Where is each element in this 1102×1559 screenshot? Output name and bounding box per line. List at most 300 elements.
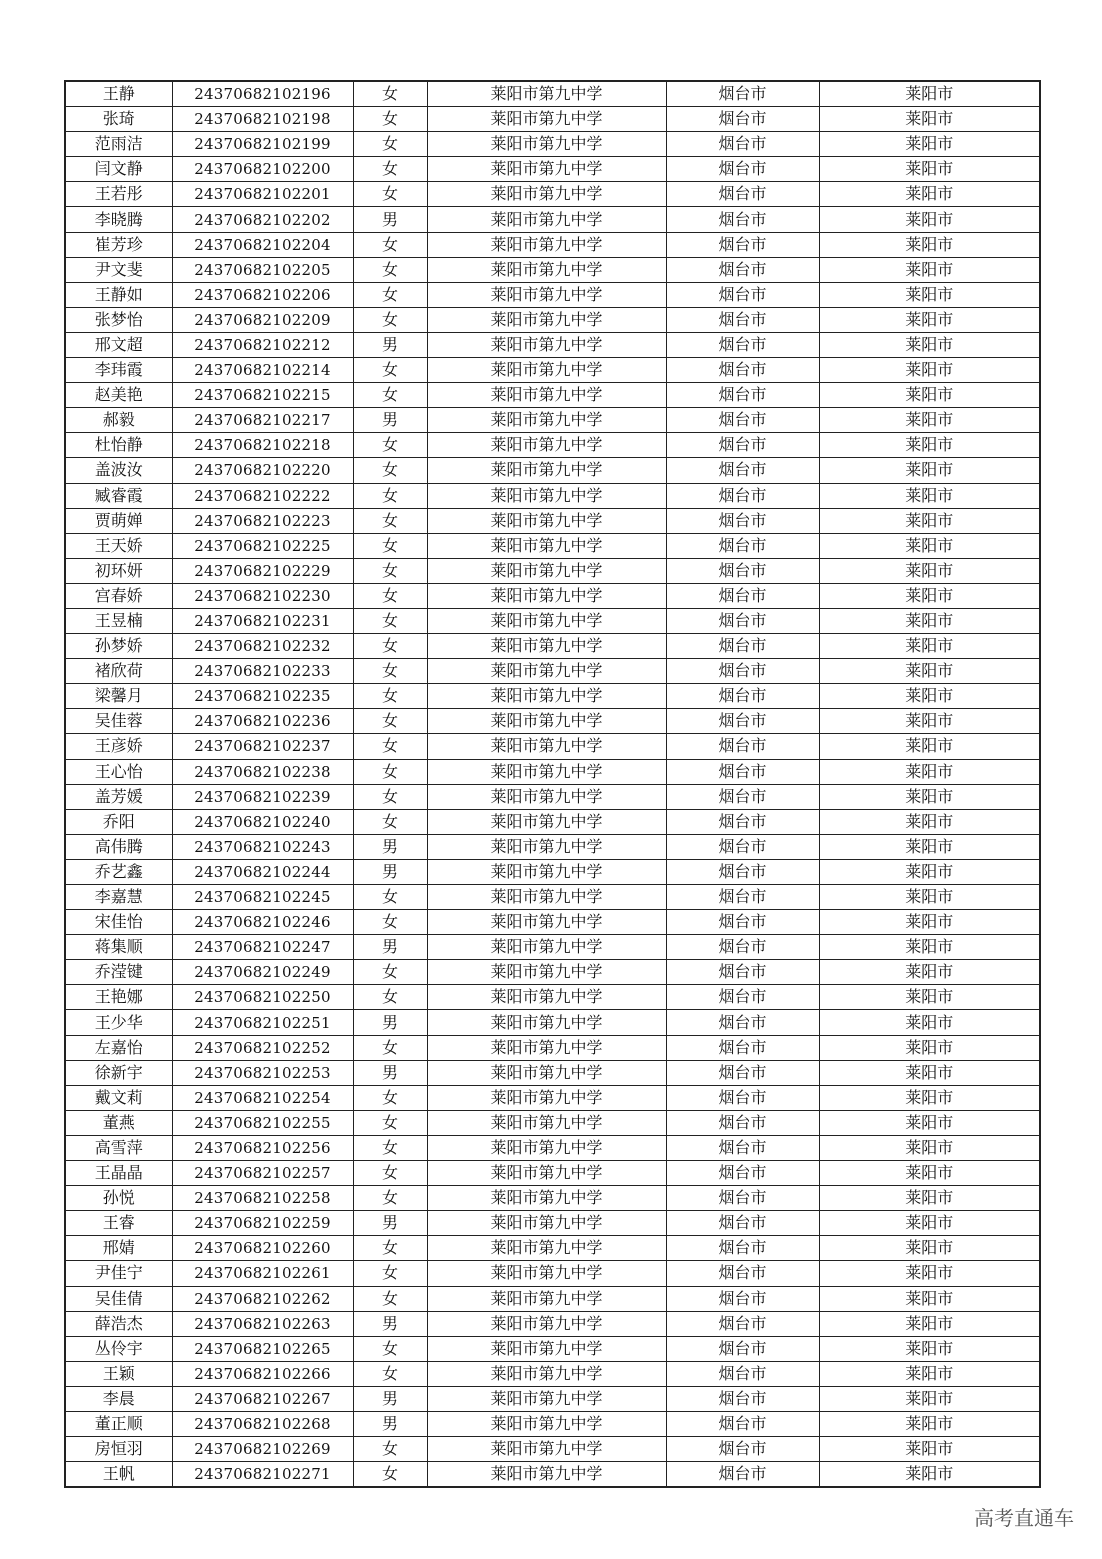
- id-cell: 24370682102218: [172, 433, 353, 458]
- name-cell: 丛伶宇: [65, 1336, 172, 1361]
- table-row: [65, 358, 1040, 383]
- city-cell: 烟台市: [666, 1286, 819, 1311]
- gender-cell: 女: [353, 1361, 427, 1386]
- name-cell: 乔滢键: [65, 960, 172, 985]
- table-row: [65, 960, 1040, 985]
- school-cell: 莱阳市第九中学: [427, 1236, 666, 1261]
- city-cell: 烟台市: [666, 1035, 819, 1060]
- table-row: [65, 157, 1040, 182]
- table-row: [65, 1161, 1040, 1186]
- county-cell: 莱阳市: [819, 709, 1040, 734]
- city-cell: 烟台市: [666, 182, 819, 207]
- school-cell: 莱阳市第九中学: [427, 1286, 666, 1311]
- id-cell: 24370682102220: [172, 458, 353, 483]
- city-cell: 烟台市: [666, 533, 819, 558]
- county-cell: 莱阳市: [819, 1211, 1040, 1236]
- school-cell: 莱阳市第九中学: [427, 1060, 666, 1085]
- table-row: [65, 1085, 1040, 1110]
- gender-cell: 女: [353, 634, 427, 659]
- gender-cell: 女: [353, 809, 427, 834]
- school-cell: 莱阳市第九中学: [427, 1010, 666, 1035]
- city-cell: 烟台市: [666, 332, 819, 357]
- name-cell: 薛浩杰: [65, 1311, 172, 1336]
- id-cell: 24370682102245: [172, 885, 353, 910]
- name-cell: 邢文超: [65, 332, 172, 357]
- id-cell: 24370682102200: [172, 157, 353, 182]
- student-roster-table: [64, 80, 1041, 1488]
- name-cell: 褚欣荷: [65, 659, 172, 684]
- id-cell: 24370682102196: [172, 81, 353, 107]
- school-cell: 莱阳市第九中学: [427, 182, 666, 207]
- name-cell: 宫春娇: [65, 583, 172, 608]
- city-cell: 烟台市: [666, 483, 819, 508]
- table-row: [65, 608, 1040, 633]
- county-cell: 莱阳市: [819, 1010, 1040, 1035]
- gender-cell: 女: [353, 583, 427, 608]
- gender-cell: 女: [353, 1110, 427, 1135]
- county-cell: 莱阳市: [819, 1085, 1040, 1110]
- name-cell: 房恒羽: [65, 1437, 172, 1462]
- name-cell: 王帆: [65, 1462, 172, 1488]
- id-cell: 24370682102217: [172, 408, 353, 433]
- table-row: [65, 634, 1040, 659]
- county-cell: 莱阳市: [819, 1110, 1040, 1135]
- city-cell: 烟台市: [666, 1186, 819, 1211]
- county-cell: 莱阳市: [819, 207, 1040, 232]
- table-row: [65, 1060, 1040, 1085]
- table-row: [65, 508, 1040, 533]
- gender-cell: 女: [353, 508, 427, 533]
- school-cell: 莱阳市第九中学: [427, 608, 666, 633]
- name-cell: 赵美艳: [65, 383, 172, 408]
- gender-cell: 男: [353, 1311, 427, 1336]
- gender-cell: 男: [353, 1060, 427, 1085]
- gender-cell: 女: [353, 885, 427, 910]
- gender-cell: 女: [353, 1186, 427, 1211]
- id-cell: 24370682102252: [172, 1035, 353, 1060]
- school-cell: 莱阳市第九中学: [427, 709, 666, 734]
- id-cell: 24370682102238: [172, 759, 353, 784]
- city-cell: 烟台市: [666, 107, 819, 132]
- city-cell: 烟台市: [666, 859, 819, 884]
- school-cell: 莱阳市第九中学: [427, 1437, 666, 1462]
- name-cell: 董燕: [65, 1110, 172, 1135]
- city-cell: 烟台市: [666, 257, 819, 282]
- school-cell: 莱阳市第九中学: [427, 408, 666, 433]
- county-cell: 莱阳市: [819, 157, 1040, 182]
- city-cell: 烟台市: [666, 1085, 819, 1110]
- city-cell: 烟台市: [666, 508, 819, 533]
- gender-cell: 女: [353, 1035, 427, 1060]
- county-cell: 莱阳市: [819, 985, 1040, 1010]
- table-row: [65, 408, 1040, 433]
- county-cell: 莱阳市: [819, 1336, 1040, 1361]
- gender-cell: 女: [353, 1085, 427, 1110]
- school-cell: 莱阳市第九中学: [427, 583, 666, 608]
- county-cell: 莱阳市: [819, 759, 1040, 784]
- school-cell: 莱阳市第九中学: [427, 1386, 666, 1411]
- name-cell: 左嘉怡: [65, 1035, 172, 1060]
- city-cell: 烟台市: [666, 433, 819, 458]
- gender-cell: 男: [353, 1010, 427, 1035]
- id-cell: 24370682102246: [172, 910, 353, 935]
- gender-cell: 女: [353, 608, 427, 633]
- county-cell: 莱阳市: [819, 1311, 1040, 1336]
- gender-cell: 女: [353, 1462, 427, 1488]
- city-cell: 烟台市: [666, 1462, 819, 1488]
- gender-cell: 女: [353, 232, 427, 257]
- table-row: [65, 433, 1040, 458]
- city-cell: 烟台市: [666, 207, 819, 232]
- id-cell: 24370682102258: [172, 1186, 353, 1211]
- county-cell: 莱阳市: [819, 859, 1040, 884]
- id-cell: 24370682102257: [172, 1161, 353, 1186]
- county-cell: 莱阳市: [819, 1386, 1040, 1411]
- id-cell: 24370682102267: [172, 1386, 353, 1411]
- school-cell: 莱阳市第九中学: [427, 859, 666, 884]
- id-cell: 24370682102225: [172, 533, 353, 558]
- table-row: [65, 583, 1040, 608]
- school-cell: 莱阳市第九中学: [427, 1411, 666, 1436]
- county-cell: 莱阳市: [819, 1261, 1040, 1286]
- city-cell: 烟台市: [666, 157, 819, 182]
- id-cell: 24370682102268: [172, 1411, 353, 1436]
- school-cell: 莱阳市第九中学: [427, 1135, 666, 1160]
- school-cell: 莱阳市第九中学: [427, 483, 666, 508]
- table-row: [65, 533, 1040, 558]
- gender-cell: 女: [353, 1161, 427, 1186]
- city-cell: 烟台市: [666, 81, 819, 107]
- city-cell: 烟台市: [666, 1386, 819, 1411]
- table-row: [65, 1386, 1040, 1411]
- city-cell: 烟台市: [666, 1311, 819, 1336]
- gender-cell: 女: [353, 709, 427, 734]
- id-cell: 24370682102232: [172, 634, 353, 659]
- school-cell: 莱阳市第九中学: [427, 1186, 666, 1211]
- id-cell: 24370682102229: [172, 558, 353, 583]
- name-cell: 盖波汝: [65, 458, 172, 483]
- name-cell: 闫文静: [65, 157, 172, 182]
- name-cell: 范雨洁: [65, 132, 172, 157]
- gender-cell: 女: [353, 684, 427, 709]
- name-cell: 邢婧: [65, 1236, 172, 1261]
- name-cell: 王少华: [65, 1010, 172, 1035]
- county-cell: 莱阳市: [819, 132, 1040, 157]
- table-row: [65, 207, 1040, 232]
- table-row: [65, 985, 1040, 1010]
- name-cell: 王昱楠: [65, 608, 172, 633]
- gender-cell: 男: [353, 1386, 427, 1411]
- county-cell: 莱阳市: [819, 834, 1040, 859]
- city-cell: 烟台市: [666, 684, 819, 709]
- school-cell: 莱阳市第九中学: [427, 885, 666, 910]
- gender-cell: 女: [353, 282, 427, 307]
- table-row: [65, 132, 1040, 157]
- name-cell: 董正顺: [65, 1411, 172, 1436]
- gender-cell: 女: [353, 81, 427, 107]
- county-cell: 莱阳市: [819, 1437, 1040, 1462]
- id-cell: 24370682102214: [172, 358, 353, 383]
- roster-body: [65, 81, 1040, 1487]
- city-cell: 烟台市: [666, 1110, 819, 1135]
- id-cell: 24370682102209: [172, 307, 353, 332]
- name-cell: 王心怡: [65, 759, 172, 784]
- city-cell: 烟台市: [666, 985, 819, 1010]
- county-cell: 莱阳市: [819, 508, 1040, 533]
- id-cell: 24370682102206: [172, 282, 353, 307]
- name-cell: 李嘉慧: [65, 885, 172, 910]
- name-cell: 王静如: [65, 282, 172, 307]
- name-cell: 初环妍: [65, 558, 172, 583]
- county-cell: 莱阳市: [819, 1161, 1040, 1186]
- id-cell: 24370682102231: [172, 608, 353, 633]
- gender-cell: 女: [353, 107, 427, 132]
- name-cell: 吴佳蓉: [65, 709, 172, 734]
- name-cell: 李晓腾: [65, 207, 172, 232]
- table-row: [65, 809, 1040, 834]
- city-cell: 烟台市: [666, 759, 819, 784]
- table-row: [65, 383, 1040, 408]
- gender-cell: 女: [353, 1336, 427, 1361]
- city-cell: 烟台市: [666, 1211, 819, 1236]
- county-cell: 莱阳市: [819, 107, 1040, 132]
- county-cell: 莱阳市: [819, 307, 1040, 332]
- table-row: [65, 107, 1040, 132]
- gender-cell: 男: [353, 332, 427, 357]
- school-cell: 莱阳市第九中学: [427, 910, 666, 935]
- city-cell: 烟台市: [666, 1135, 819, 1160]
- id-cell: 24370682102266: [172, 1361, 353, 1386]
- gender-cell: 女: [353, 734, 427, 759]
- school-cell: 莱阳市第九中学: [427, 458, 666, 483]
- gender-cell: 男: [353, 408, 427, 433]
- city-cell: 烟台市: [666, 709, 819, 734]
- table-row: [65, 859, 1040, 884]
- table-row: [65, 1010, 1040, 1035]
- table-row: [65, 659, 1040, 684]
- school-cell: 莱阳市第九中学: [427, 1361, 666, 1386]
- table-row: [65, 182, 1040, 207]
- gender-cell: 女: [353, 759, 427, 784]
- city-cell: 烟台市: [666, 1437, 819, 1462]
- id-cell: 24370682102256: [172, 1135, 353, 1160]
- name-cell: 王天娇: [65, 533, 172, 558]
- table-row: [65, 759, 1040, 784]
- id-cell: 24370682102202: [172, 207, 353, 232]
- table-row: [65, 1286, 1040, 1311]
- name-cell: 王彦娇: [65, 734, 172, 759]
- school-cell: 莱阳市第九中学: [427, 282, 666, 307]
- county-cell: 莱阳市: [819, 332, 1040, 357]
- name-cell: 高伟腾: [65, 834, 172, 859]
- table-row: [65, 483, 1040, 508]
- id-cell: 24370682102251: [172, 1010, 353, 1035]
- school-cell: 莱阳市第九中学: [427, 960, 666, 985]
- name-cell: 张梦怡: [65, 307, 172, 332]
- school-cell: 莱阳市第九中学: [427, 157, 666, 182]
- city-cell: 烟台市: [666, 910, 819, 935]
- id-cell: 24370682102253: [172, 1060, 353, 1085]
- city-cell: 烟台市: [666, 408, 819, 433]
- county-cell: 莱阳市: [819, 608, 1040, 633]
- gender-cell: 女: [353, 433, 427, 458]
- school-cell: 莱阳市第九中学: [427, 508, 666, 533]
- county-cell: 莱阳市: [819, 282, 1040, 307]
- city-cell: 烟台市: [666, 809, 819, 834]
- table-row: [65, 709, 1040, 734]
- name-cell: 贾萌婵: [65, 508, 172, 533]
- name-cell: 张琦: [65, 107, 172, 132]
- county-cell: 莱阳市: [819, 935, 1040, 960]
- id-cell: 24370682102215: [172, 383, 353, 408]
- table-row: [65, 81, 1040, 107]
- school-cell: 莱阳市第九中学: [427, 1261, 666, 1286]
- county-cell: 莱阳市: [819, 383, 1040, 408]
- id-cell: 24370682102237: [172, 734, 353, 759]
- name-cell: 李玮霞: [65, 358, 172, 383]
- gender-cell: 女: [353, 307, 427, 332]
- gender-cell: 女: [353, 1286, 427, 1311]
- school-cell: 莱阳市第九中学: [427, 1161, 666, 1186]
- school-cell: 莱阳市第九中学: [427, 1110, 666, 1135]
- name-cell: 乔阳: [65, 809, 172, 834]
- county-cell: 莱阳市: [819, 784, 1040, 809]
- county-cell: 莱阳市: [819, 558, 1040, 583]
- table-row: [65, 734, 1040, 759]
- city-cell: 烟台市: [666, 307, 819, 332]
- table-row: [65, 458, 1040, 483]
- school-cell: 莱阳市第九中学: [427, 433, 666, 458]
- county-cell: 莱阳市: [819, 1286, 1040, 1311]
- school-cell: 莱阳市第九中学: [427, 784, 666, 809]
- gender-cell: 女: [353, 910, 427, 935]
- school-cell: 莱阳市第九中学: [427, 1035, 666, 1060]
- gender-cell: 女: [353, 533, 427, 558]
- gender-cell: 女: [353, 784, 427, 809]
- county-cell: 莱阳市: [819, 960, 1040, 985]
- table-row: [65, 834, 1040, 859]
- school-cell: 莱阳市第九中学: [427, 558, 666, 583]
- id-cell: 24370682102201: [172, 182, 353, 207]
- table-row: [65, 684, 1040, 709]
- table-row: [65, 910, 1040, 935]
- id-cell: 24370682102254: [172, 1085, 353, 1110]
- school-cell: 莱阳市第九中学: [427, 1336, 666, 1361]
- city-cell: 烟台市: [666, 885, 819, 910]
- watermark-text: 高考直通车: [974, 1506, 1074, 1530]
- gender-cell: 男: [353, 1211, 427, 1236]
- school-cell: 莱阳市第九中学: [427, 107, 666, 132]
- city-cell: 烟台市: [666, 1010, 819, 1035]
- county-cell: 莱阳市: [819, 232, 1040, 257]
- county-cell: 莱阳市: [819, 809, 1040, 834]
- table-row: [65, 1261, 1040, 1286]
- table-row: [65, 1110, 1040, 1135]
- table-row: [65, 282, 1040, 307]
- id-cell: 24370682102205: [172, 257, 353, 282]
- county-cell: 莱阳市: [819, 483, 1040, 508]
- city-cell: 烟台市: [666, 1060, 819, 1085]
- id-cell: 24370682102263: [172, 1311, 353, 1336]
- county-cell: 莱阳市: [819, 458, 1040, 483]
- county-cell: 莱阳市: [819, 182, 1040, 207]
- county-cell: 莱阳市: [819, 659, 1040, 684]
- city-cell: 烟台市: [666, 558, 819, 583]
- id-cell: 24370682102243: [172, 834, 353, 859]
- county-cell: 莱阳市: [819, 734, 1040, 759]
- table-row: [65, 1336, 1040, 1361]
- name-cell: 尹文斐: [65, 257, 172, 282]
- city-cell: 烟台市: [666, 834, 819, 859]
- gender-cell: 女: [353, 157, 427, 182]
- city-cell: 烟台市: [666, 282, 819, 307]
- city-cell: 烟台市: [666, 608, 819, 633]
- school-cell: 莱阳市第九中学: [427, 307, 666, 332]
- id-cell: 24370682102265: [172, 1336, 353, 1361]
- name-cell: 尹佳宁: [65, 1261, 172, 1286]
- gender-cell: 女: [353, 358, 427, 383]
- county-cell: 莱阳市: [819, 433, 1040, 458]
- gender-cell: 女: [353, 960, 427, 985]
- table-row: [65, 784, 1040, 809]
- name-cell: 王晶晶: [65, 1161, 172, 1186]
- name-cell: 吴佳倩: [65, 1286, 172, 1311]
- gender-cell: 女: [353, 659, 427, 684]
- county-cell: 莱阳市: [819, 634, 1040, 659]
- school-cell: 莱阳市第九中学: [427, 759, 666, 784]
- county-cell: 莱阳市: [819, 885, 1040, 910]
- gender-cell: 男: [353, 1411, 427, 1436]
- city-cell: 烟台市: [666, 383, 819, 408]
- gender-cell: 男: [353, 834, 427, 859]
- table-row: [65, 257, 1040, 282]
- id-cell: 24370682102239: [172, 784, 353, 809]
- id-cell: 24370682102255: [172, 1110, 353, 1135]
- name-cell: 徐新宇: [65, 1060, 172, 1085]
- id-cell: 24370682102262: [172, 1286, 353, 1311]
- table-row: [65, 1411, 1040, 1436]
- id-cell: 24370682102247: [172, 935, 353, 960]
- city-cell: 烟台市: [666, 935, 819, 960]
- gender-cell: 女: [353, 383, 427, 408]
- name-cell: 梁馨月: [65, 684, 172, 709]
- school-cell: 莱阳市第九中学: [427, 659, 666, 684]
- name-cell: 臧睿霞: [65, 483, 172, 508]
- name-cell: 戴文莉: [65, 1085, 172, 1110]
- gender-cell: 女: [353, 1437, 427, 1462]
- county-cell: 莱阳市: [819, 533, 1040, 558]
- city-cell: 烟台市: [666, 1261, 819, 1286]
- table-row: [65, 1186, 1040, 1211]
- school-cell: 莱阳市第九中学: [427, 809, 666, 834]
- name-cell: 王颖: [65, 1361, 172, 1386]
- gender-cell: 女: [353, 182, 427, 207]
- id-cell: 24370682102244: [172, 859, 353, 884]
- city-cell: 烟台市: [666, 1236, 819, 1261]
- table-row: [65, 307, 1040, 332]
- school-cell: 莱阳市第九中学: [427, 985, 666, 1010]
- school-cell: 莱阳市第九中学: [427, 383, 666, 408]
- table-row: [65, 1211, 1040, 1236]
- id-cell: 24370682102230: [172, 583, 353, 608]
- name-cell: 郝毅: [65, 408, 172, 433]
- name-cell: 盖芳媛: [65, 784, 172, 809]
- name-cell: 乔艺鑫: [65, 859, 172, 884]
- id-cell: 24370682102233: [172, 659, 353, 684]
- county-cell: 莱阳市: [819, 408, 1040, 433]
- gender-cell: 女: [353, 132, 427, 157]
- id-cell: 24370682102240: [172, 809, 353, 834]
